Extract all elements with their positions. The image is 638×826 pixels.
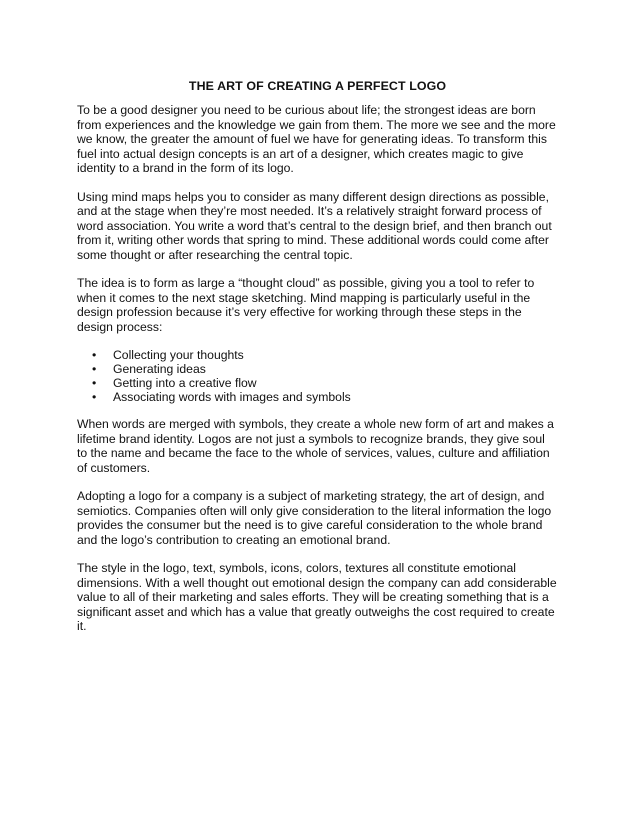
bullet-list [77,348,558,404]
bullet-text: Generating ideas [113,362,206,376]
bullet-marker: • [92,376,97,390]
bullet-item [77,362,558,376]
bullet-marker: • [92,348,97,362]
bullet-item [77,348,558,362]
bullet-item [77,390,558,404]
bullet-text: Collecting your thoughts [113,348,244,362]
bullet-text: Associating words with images and symbols [113,390,351,404]
bullet-marker: • [92,362,97,376]
paragraph-6: The style in the logo, text, symbols, icons, colors, textures all constitute emotional dimensions. With a well thought out emotional design the company can add considerable value to all of their marketing and sales efforts. They will be creating something that is a significant asset and which has a value that greatly outweighs the cost required to create it. [77,561,557,633]
paragraph-5: Adopting a logo for a company is a subject of marketing strategy, the art of design, and semiotics. Companies often will only give consideration to the literal information the logo provides the consumer but the need is to give careful consideration to the whole brand and the logo’s contribution to creating an emotional brand. [77,489,552,547]
paragraph-3: The idea is to form as large a “thought cloud” as possible, giving you a tool to refer to when it comes to the next stage sketching. Mind mapping is particularly useful in the design profession because it’s very effective for working through these steps in the design process: [77,276,535,334]
bullet-marker: • [92,390,97,404]
paragraph-2: Using mind maps helps you to consider as many different design directions as possible, and at the stage when they’re most needed. It’s a relatively straight forward process of word association. You write a word that’s central to the design brief, and then branch out from it, writing other words that spring to mind. These additional words could come after some thought or after researching the central topic. [77,189,552,262]
paragraph-4: When words are merged with symbols, they create a whole new form of art and makes a lifetime brand identity. Logos are not just a symbols to recognize brands, they give soul to the name and became the face to the whole of services, values, culture and affiliation of customers. [77,417,554,475]
bullet-text: Getting into a creative flow [113,376,257,390]
paragraph-1: To be a good designer you need to be curious about life; the strongest ideas are born from experiences and the knowledge we gain from them. The more we see and the more we know, the greater the amount of fuel we have for generating ideas. To transform this fuel into actual design concepts is an art of a designer, which creates magic to give identity to a brand in the form of its logo. [77,103,556,175]
document-title: THE ART OF CREATING A PERFECT LOGO [188,79,447,93]
bullet-item [77,376,558,390]
